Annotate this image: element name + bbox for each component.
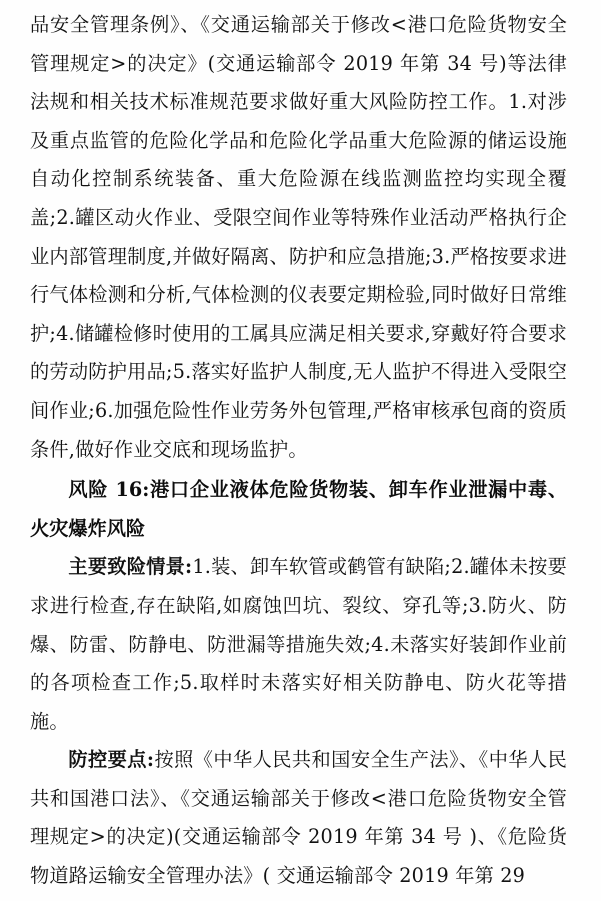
control-points-lead: 防控要点: xyxy=(68,748,155,772)
main-scenarios-lead: 主要致险情景: xyxy=(68,555,193,579)
paragraph-control-points xyxy=(30,741,567,895)
control-points-body: 按照《中华人民共和国安全生产法》、《中华人民共和国港口法》、《交通运输部关于修改<港口危险货物安全管理规定>的决定)(交通运输部令 2019 年第 34 号 )、《危险货物道路运输安全管理办法》( 交通运输部令 2019 年第 29 xyxy=(30,748,567,888)
heading-risk16-label: 风险 16: xyxy=(68,478,150,502)
main-scenarios-body: 1.装、卸车软管或鹤管有缺陷;2.罐体未按要求进行检查,存在缺陷,如腐蚀凹坑、裂纹、穿孔等;3.防火、防爆、防雷、防静电、防泄漏等措施失效;4.未落实好装卸作业前的各项检查工作;5.取样时未落实好相关防静电、防火花等措施。 xyxy=(30,555,568,733)
heading-risk16-title: 港口企业液体危险货物装、卸车作业泄漏中毒、火灾爆炸风险 xyxy=(30,478,568,540)
paragraph-main-scenarios xyxy=(30,548,567,741)
paragraph-risk15-continued: 品安全管理条例》、《交通运输部关于修改<港口危险货物安全管理规定>的决定》(交通运输部令 2019 年第 34 号)等法律法规和相关技术标准规范要求做好重大风险防控工作。1.对涉及重点监管的危险化学品和危险化学品重大危险源的储运设施自动化控制系统装备、重大危险源在线监测监控均实现全覆盖;2.罐区动火作业、受限空间作业等特殊作业活动严格执行企业内部管理制度,并做好隔离、防护和应急措施;3.严格按要求进行气体检测和分析,气体检测的仪表要定期检验,同时做好日常维护;4.储罐检修时使用的工属具应满足相关要求,穿戴好符合要求的劳动防护用品;5.落实好监护人制度,无人监护不得进入受限空间作业;6.加强危险性作业劳务外包管理,严格审核承包商的资质条件,做好作业交底和现场监护。 xyxy=(30,13,567,461)
heading-risk16 xyxy=(30,471,567,548)
